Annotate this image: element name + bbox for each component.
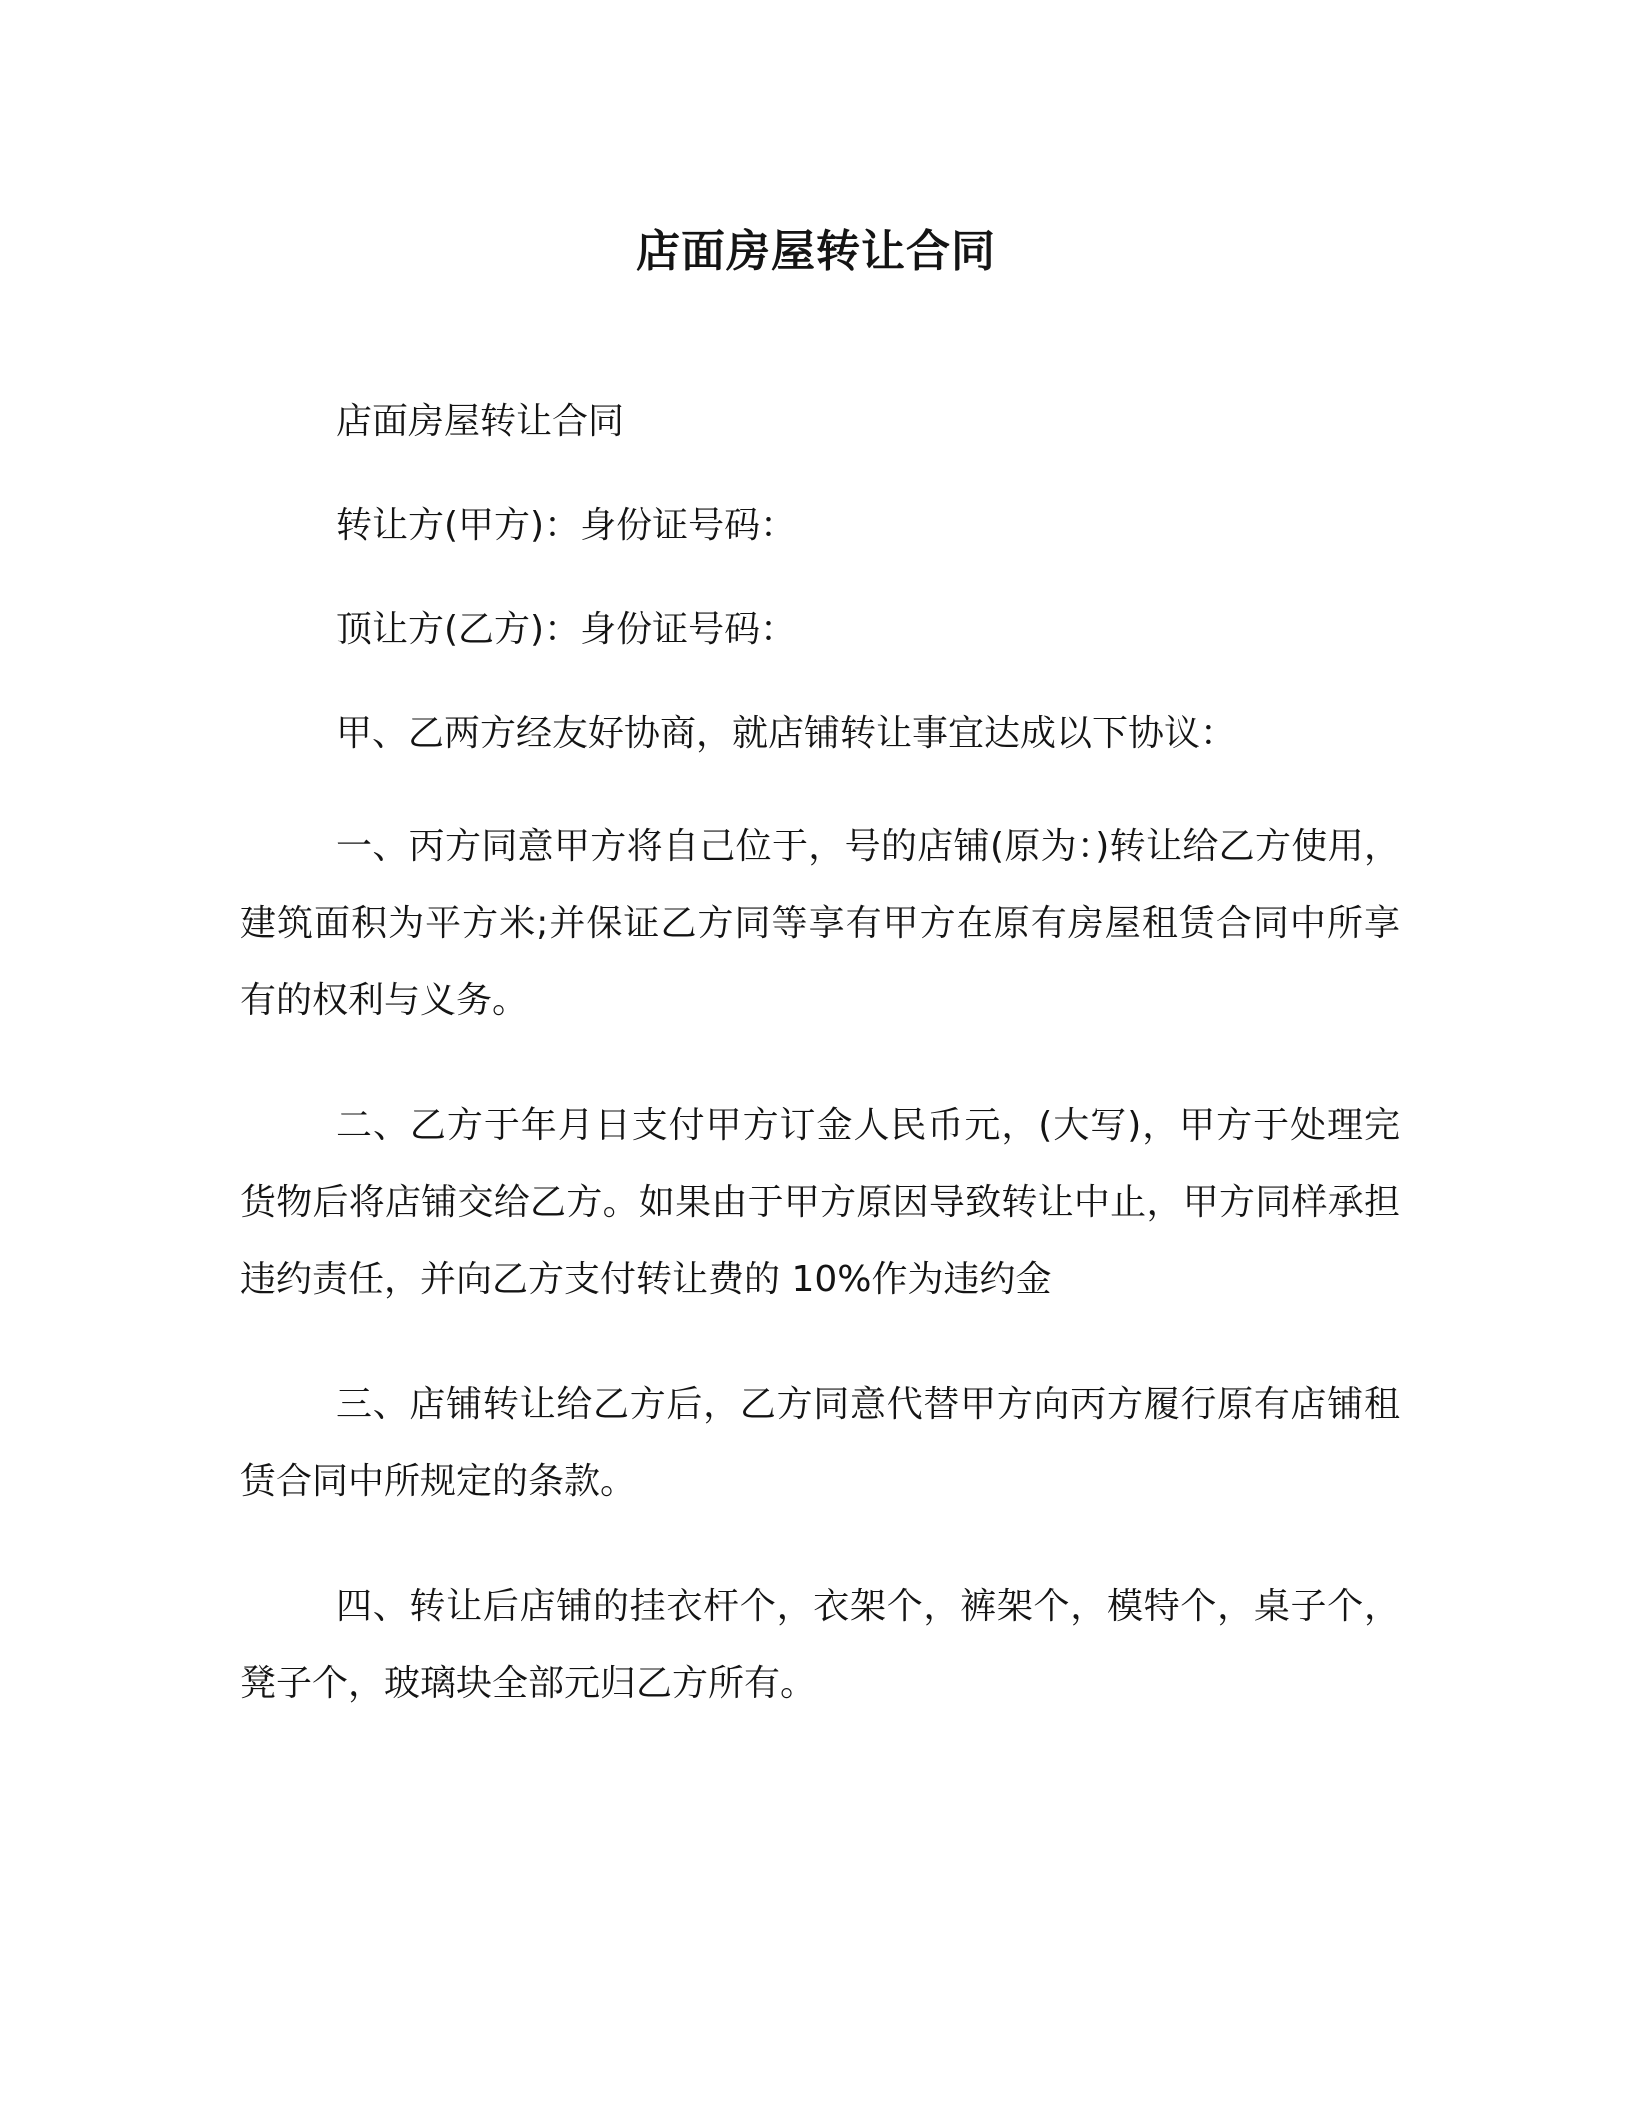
subtitle-paragraph: 店面房屋转让合同 — [336, 401, 625, 442]
document-body — [240, 392, 1400, 1770]
clause-3: 三、店铺转让给乙方后，乙方同意代替甲方向丙方履行原有店铺租赁合同中所规定的条款。 — [240, 1384, 1400, 1502]
transferee-line: 顶让方(乙方)：身份证号码： — [336, 609, 797, 650]
clause-2: 二、乙方于年月日支付甲方订金人民币元，(大写)，甲方于处理完货物后将店铺交给乙方。如果由于甲方原因导致转让中止，甲方同样承担违约责任，并向乙方支付转让费的 10%作为违约金 — [240, 1105, 1400, 1300]
document-title: 店面房屋转让合同 — [636, 226, 996, 277]
transferor-line: 转让方(甲方)：身份证号码： — [336, 505, 797, 546]
agreement-intro: 甲、乙两方经友好协商，就店铺转让事宜达成以下协议： — [336, 713, 1237, 754]
clause-1: 一、丙方同意甲方将自己位于，号的店铺(原为：)转让给乙方使用，建筑面积为平方米;并保证乙方同等享有甲方在原有房屋租赁合同中所享有的权利与义务。 — [240, 826, 1400, 1021]
clause-4: 四、转让后店铺的挂衣杆个，衣架个，裤架个，模特个，桌子个，凳子个，玻璃块全部元归乙方所有。 — [240, 1586, 1400, 1704]
